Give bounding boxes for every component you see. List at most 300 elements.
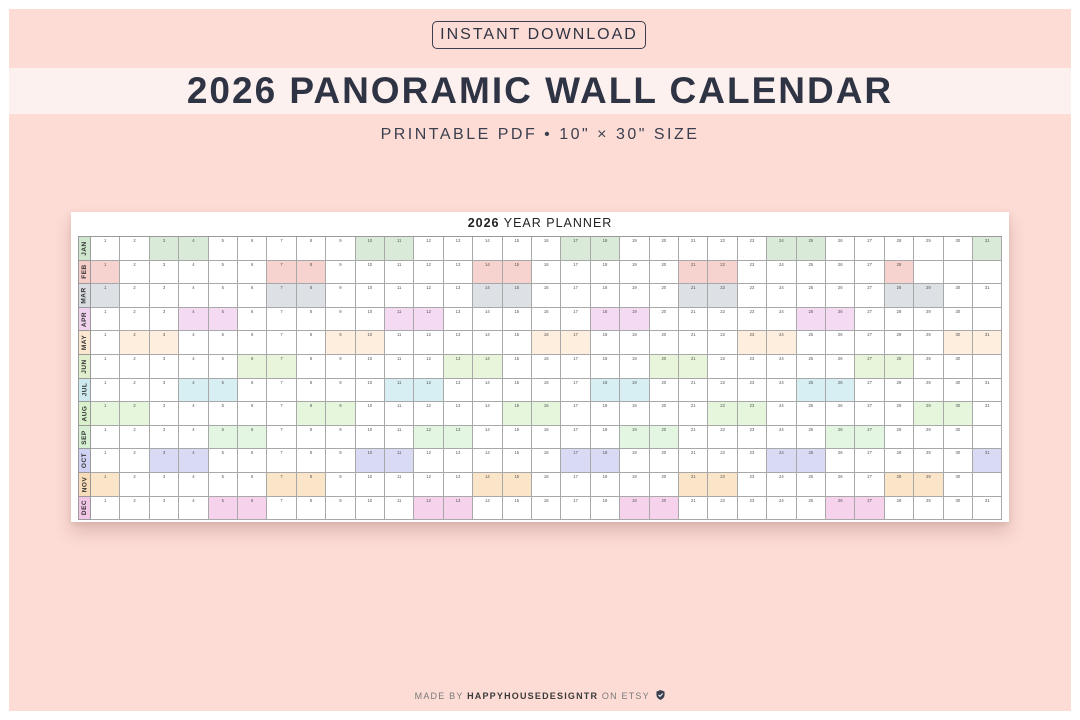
- day-cell: 2: [120, 473, 149, 497]
- day-cell: 18: [591, 308, 620, 332]
- day-cell: 1: [91, 355, 120, 379]
- day-cell: 6: [238, 308, 267, 332]
- day-cell: 24: [767, 355, 796, 379]
- day-cell: 18: [591, 426, 620, 450]
- day-cell: 16: [532, 261, 561, 285]
- day-cell: 30: [944, 473, 973, 497]
- day-cell: 6: [238, 497, 267, 521]
- day-cell: 22: [708, 379, 737, 403]
- day-cell: 17: [561, 473, 590, 497]
- day-cell: 21: [679, 449, 708, 473]
- day-cell: 3: [150, 308, 179, 332]
- day-cell: 8: [297, 237, 326, 261]
- day-cell: 11: [385, 284, 414, 308]
- day-cell: 6: [238, 473, 267, 497]
- day-cell: 24: [767, 284, 796, 308]
- day-cell: 14: [473, 331, 502, 355]
- instant-download-badge: [432, 21, 646, 49]
- day-cell: 17: [561, 449, 590, 473]
- day-cell: 15: [503, 497, 532, 521]
- day-cell: 2: [120, 284, 149, 308]
- day-cell: 1: [91, 308, 120, 332]
- day-cell: 15: [503, 284, 532, 308]
- day-cell: 7: [267, 284, 296, 308]
- day-cell: 27: [855, 237, 884, 261]
- day-cell: 13: [444, 426, 473, 450]
- day-cell: 31: [973, 284, 1002, 308]
- day-cell: 23: [738, 355, 767, 379]
- planner-title: [71, 216, 1009, 230]
- day-cell: 12: [414, 355, 443, 379]
- day-cell: 19: [620, 473, 649, 497]
- day-cell: 3: [150, 284, 179, 308]
- day-cell: 4: [179, 284, 208, 308]
- day-cell: 28: [885, 449, 914, 473]
- page-subtitle: PRINTABLE PDF • 10" × 30" SIZE: [380, 126, 700, 143]
- day-cell: 3: [150, 379, 179, 403]
- day-cell: 21: [679, 308, 708, 332]
- day-cell: 29: [914, 308, 943, 332]
- day-cell: 25: [797, 237, 826, 261]
- empty-cell: [914, 261, 943, 285]
- day-cell: 25: [797, 261, 826, 285]
- day-cell: 9: [326, 261, 355, 285]
- day-cell: 17: [561, 261, 590, 285]
- day-cell: 10: [356, 308, 385, 332]
- day-cell: 12: [414, 379, 443, 403]
- day-cell: 17: [561, 331, 590, 355]
- day-cell: 29: [914, 449, 943, 473]
- day-cell: 30: [944, 308, 973, 332]
- day-cell: 10: [356, 497, 385, 521]
- day-cell: 26: [826, 331, 855, 355]
- day-cell: 23: [738, 379, 767, 403]
- day-cell: 5: [209, 402, 238, 426]
- day-cell: 11: [385, 237, 414, 261]
- month-label-nov: NOV: [79, 473, 91, 497]
- month-label-sep: SEP: [79, 426, 91, 450]
- day-cell: 4: [179, 379, 208, 403]
- month-label-jul: JUL: [79, 379, 91, 403]
- day-cell: 2: [120, 331, 149, 355]
- day-cell: 25: [797, 449, 826, 473]
- day-cell: 20: [650, 331, 679, 355]
- day-cell: 3: [150, 426, 179, 450]
- day-cell: 19: [620, 449, 649, 473]
- day-cell: 9: [326, 237, 355, 261]
- day-cell: 29: [914, 284, 943, 308]
- day-cell: 24: [767, 426, 796, 450]
- day-cell: 9: [326, 449, 355, 473]
- day-cell: 20: [650, 426, 679, 450]
- day-cell: 28: [885, 473, 914, 497]
- day-cell: 20: [650, 237, 679, 261]
- day-cell: 29: [914, 426, 943, 450]
- day-cell: 6: [238, 402, 267, 426]
- day-cell: 19: [620, 308, 649, 332]
- day-cell: 7: [267, 473, 296, 497]
- day-cell: 2: [120, 497, 149, 521]
- day-cell: 16: [532, 402, 561, 426]
- day-cell: 16: [532, 355, 561, 379]
- day-cell: 27: [855, 261, 884, 285]
- day-cell: 5: [209, 379, 238, 403]
- day-cell: 14: [473, 449, 502, 473]
- day-cell: 15: [503, 449, 532, 473]
- day-cell: 11: [385, 331, 414, 355]
- day-cell: 31: [973, 379, 1002, 403]
- day-cell: 29: [914, 355, 943, 379]
- day-cell: 28: [885, 497, 914, 521]
- day-cell: 25: [797, 379, 826, 403]
- day-cell: 24: [767, 379, 796, 403]
- day-cell: 7: [267, 261, 296, 285]
- empty-cell: [973, 355, 1002, 379]
- day-cell: 11: [385, 379, 414, 403]
- day-cell: 8: [297, 379, 326, 403]
- day-cell: 21: [679, 331, 708, 355]
- verified-shield-icon: [656, 690, 665, 700]
- day-cell: 8: [297, 426, 326, 450]
- day-cell: 3: [150, 402, 179, 426]
- day-cell: 22: [708, 308, 737, 332]
- day-cell: 7: [267, 449, 296, 473]
- day-cell: 21: [679, 355, 708, 379]
- day-cell: 29: [914, 331, 943, 355]
- day-cell: 12: [414, 331, 443, 355]
- day-cell: 20: [650, 473, 679, 497]
- day-cell: 26: [826, 379, 855, 403]
- day-cell: 3: [150, 261, 179, 285]
- day-cell: 28: [885, 355, 914, 379]
- day-cell: 14: [473, 497, 502, 521]
- day-cell: 15: [503, 237, 532, 261]
- day-cell: 20: [650, 308, 679, 332]
- day-cell: 29: [914, 473, 943, 497]
- year-planner-grid: [78, 236, 1002, 520]
- day-cell: 24: [767, 261, 796, 285]
- day-cell: 6: [238, 379, 267, 403]
- day-cell: 27: [855, 284, 884, 308]
- day-cell: 13: [444, 473, 473, 497]
- day-cell: 18: [591, 497, 620, 521]
- day-cell: 27: [855, 402, 884, 426]
- day-cell: 5: [209, 426, 238, 450]
- day-cell: 27: [855, 379, 884, 403]
- day-cell: 19: [620, 379, 649, 403]
- day-cell: 11: [385, 473, 414, 497]
- day-cell: 23: [738, 449, 767, 473]
- day-cell: 24: [767, 497, 796, 521]
- day-cell: 29: [914, 237, 943, 261]
- day-cell: 24: [767, 308, 796, 332]
- day-cell: 10: [356, 473, 385, 497]
- day-cell: 20: [650, 402, 679, 426]
- day-cell: 22: [708, 449, 737, 473]
- day-cell: 10: [356, 331, 385, 355]
- day-cell: 2: [120, 449, 149, 473]
- day-cell: 25: [797, 331, 826, 355]
- day-cell: 20: [650, 497, 679, 521]
- day-cell: 12: [414, 237, 443, 261]
- day-cell: 31: [973, 497, 1002, 521]
- day-cell: 12: [414, 308, 443, 332]
- day-cell: 4: [179, 497, 208, 521]
- day-cell: 2: [120, 261, 149, 285]
- day-cell: 25: [797, 497, 826, 521]
- day-cell: 4: [179, 237, 208, 261]
- day-cell: 24: [767, 449, 796, 473]
- day-cell: 12: [414, 284, 443, 308]
- day-cell: 17: [561, 379, 590, 403]
- day-cell: 22: [708, 473, 737, 497]
- day-cell: 12: [414, 497, 443, 521]
- day-cell: 22: [708, 426, 737, 450]
- day-cell: 23: [738, 331, 767, 355]
- day-cell: 8: [297, 331, 326, 355]
- month-label-oct: OCT: [79, 449, 91, 473]
- day-cell: 20: [650, 355, 679, 379]
- day-cell: 19: [620, 402, 649, 426]
- day-cell: 22: [708, 237, 737, 261]
- day-cell: 21: [679, 497, 708, 521]
- day-cell: 28: [885, 331, 914, 355]
- day-cell: 10: [356, 237, 385, 261]
- day-cell: 18: [591, 402, 620, 426]
- day-cell: 6: [238, 261, 267, 285]
- month-label-jan: JAN: [79, 237, 91, 261]
- empty-cell: [944, 261, 973, 285]
- day-cell: 16: [532, 331, 561, 355]
- day-cell: 6: [238, 237, 267, 261]
- day-cell: 7: [267, 402, 296, 426]
- day-cell: 12: [414, 261, 443, 285]
- day-cell: 11: [385, 355, 414, 379]
- day-cell: 8: [297, 261, 326, 285]
- day-cell: 21: [679, 402, 708, 426]
- day-cell: 14: [473, 473, 502, 497]
- day-cell: 6: [238, 426, 267, 450]
- day-cell: 24: [767, 237, 796, 261]
- day-cell: 12: [414, 473, 443, 497]
- day-cell: 19: [620, 331, 649, 355]
- day-cell: 9: [326, 402, 355, 426]
- day-cell: 4: [179, 308, 208, 332]
- day-cell: 15: [503, 402, 532, 426]
- day-cell: 26: [826, 355, 855, 379]
- planner-title-text: YEAR PLANNER: [503, 216, 613, 230]
- day-cell: 5: [209, 331, 238, 355]
- day-cell: 16: [532, 497, 561, 521]
- day-cell: 20: [650, 261, 679, 285]
- day-cell: 21: [679, 237, 708, 261]
- day-cell: 3: [150, 331, 179, 355]
- day-cell: 27: [855, 308, 884, 332]
- day-cell: 17: [561, 426, 590, 450]
- day-cell: 18: [591, 261, 620, 285]
- day-cell: 13: [444, 355, 473, 379]
- day-cell: 26: [826, 402, 855, 426]
- day-cell: 14: [473, 355, 502, 379]
- day-cell: 28: [885, 261, 914, 285]
- day-cell: 18: [591, 355, 620, 379]
- day-cell: 24: [767, 402, 796, 426]
- month-label-mar: MAR: [79, 284, 91, 308]
- day-cell: 21: [679, 284, 708, 308]
- day-cell: 14: [473, 379, 502, 403]
- day-cell: 5: [209, 308, 238, 332]
- day-cell: 22: [708, 497, 737, 521]
- day-cell: 11: [385, 402, 414, 426]
- day-cell: 20: [650, 449, 679, 473]
- day-cell: 16: [532, 284, 561, 308]
- day-cell: 22: [708, 402, 737, 426]
- day-cell: 15: [503, 331, 532, 355]
- day-cell: 4: [179, 473, 208, 497]
- day-cell: 30: [944, 331, 973, 355]
- day-cell: 27: [855, 426, 884, 450]
- day-cell: 1: [91, 261, 120, 285]
- day-cell: 29: [914, 402, 943, 426]
- day-cell: 2: [120, 237, 149, 261]
- day-cell: 10: [356, 426, 385, 450]
- day-cell: 27: [855, 449, 884, 473]
- day-cell: 9: [326, 331, 355, 355]
- day-cell: 2: [120, 379, 149, 403]
- day-cell: 19: [620, 426, 649, 450]
- day-cell: 15: [503, 261, 532, 285]
- month-label-jun: JUN: [79, 355, 91, 379]
- credit-on-etsy: ON ETSY: [601, 691, 650, 701]
- day-cell: 13: [444, 261, 473, 285]
- day-cell: 16: [532, 379, 561, 403]
- day-cell: 28: [885, 402, 914, 426]
- credit-shop-name: HAPPYHOUSEDESIGNTR: [467, 691, 599, 701]
- day-cell: 11: [385, 426, 414, 450]
- day-cell: 26: [826, 449, 855, 473]
- day-cell: 23: [738, 402, 767, 426]
- day-cell: 19: [620, 497, 649, 521]
- day-cell: 26: [826, 284, 855, 308]
- day-cell: 16: [532, 237, 561, 261]
- day-cell: 17: [561, 284, 590, 308]
- day-cell: 30: [944, 426, 973, 450]
- day-cell: 8: [297, 497, 326, 521]
- day-cell: 13: [444, 284, 473, 308]
- day-cell: 31: [973, 237, 1002, 261]
- day-cell: 15: [503, 379, 532, 403]
- day-cell: 3: [150, 497, 179, 521]
- day-cell: 16: [532, 473, 561, 497]
- month-label-may: MAY: [79, 331, 91, 355]
- day-cell: 30: [944, 237, 973, 261]
- day-cell: 20: [650, 284, 679, 308]
- day-cell: 6: [238, 284, 267, 308]
- day-cell: 29: [914, 497, 943, 521]
- day-cell: 16: [532, 449, 561, 473]
- day-cell: 26: [826, 497, 855, 521]
- month-label-apr: APR: [79, 308, 91, 332]
- day-cell: 26: [826, 261, 855, 285]
- day-cell: 13: [444, 402, 473, 426]
- day-cell: 6: [238, 449, 267, 473]
- day-cell: 28: [885, 284, 914, 308]
- day-cell: 23: [738, 497, 767, 521]
- day-cell: 13: [444, 449, 473, 473]
- day-cell: 30: [944, 284, 973, 308]
- day-cell: 8: [297, 449, 326, 473]
- day-cell: 17: [561, 355, 590, 379]
- day-cell: 4: [179, 355, 208, 379]
- day-cell: 26: [826, 473, 855, 497]
- day-cell: 20: [650, 379, 679, 403]
- day-cell: 29: [914, 379, 943, 403]
- day-cell: 13: [444, 497, 473, 521]
- day-cell: 14: [473, 284, 502, 308]
- day-cell: 5: [209, 261, 238, 285]
- day-cell: 23: [738, 308, 767, 332]
- day-cell: 31: [973, 449, 1002, 473]
- day-cell: 12: [414, 426, 443, 450]
- day-cell: 7: [267, 379, 296, 403]
- day-cell: 7: [267, 308, 296, 332]
- day-cell: 5: [209, 355, 238, 379]
- day-cell: 18: [591, 237, 620, 261]
- day-cell: 18: [591, 284, 620, 308]
- day-cell: 25: [797, 426, 826, 450]
- day-cell: 11: [385, 449, 414, 473]
- day-cell: 1: [91, 331, 120, 355]
- day-cell: 13: [444, 331, 473, 355]
- day-cell: 15: [503, 473, 532, 497]
- day-cell: 10: [356, 284, 385, 308]
- day-cell: 10: [356, 355, 385, 379]
- day-cell: 3: [150, 237, 179, 261]
- day-cell: 26: [826, 308, 855, 332]
- day-cell: 10: [356, 449, 385, 473]
- day-cell: 4: [179, 331, 208, 355]
- day-cell: 5: [209, 497, 238, 521]
- day-cell: 7: [267, 426, 296, 450]
- day-cell: 19: [620, 237, 649, 261]
- day-cell: 1: [91, 426, 120, 450]
- day-cell: 1: [91, 473, 120, 497]
- day-cell: 17: [561, 497, 590, 521]
- day-cell: 24: [767, 473, 796, 497]
- day-cell: 14: [473, 402, 502, 426]
- credit-line: [0, 690, 1080, 701]
- day-cell: 27: [855, 473, 884, 497]
- day-cell: 28: [885, 426, 914, 450]
- day-cell: 22: [708, 331, 737, 355]
- day-cell: 12: [414, 402, 443, 426]
- day-cell: 18: [591, 331, 620, 355]
- empty-cell: [973, 426, 1002, 450]
- day-cell: 3: [150, 449, 179, 473]
- day-cell: 15: [503, 308, 532, 332]
- day-cell: 14: [473, 237, 502, 261]
- day-cell: 24: [767, 331, 796, 355]
- day-cell: 25: [797, 473, 826, 497]
- day-cell: 1: [91, 237, 120, 261]
- day-cell: 2: [120, 355, 149, 379]
- day-cell: 22: [708, 261, 737, 285]
- day-cell: 27: [855, 355, 884, 379]
- month-label-dec: DEC: [79, 497, 91, 521]
- day-cell: 1: [91, 379, 120, 403]
- day-cell: 27: [855, 497, 884, 521]
- day-cell: 6: [238, 331, 267, 355]
